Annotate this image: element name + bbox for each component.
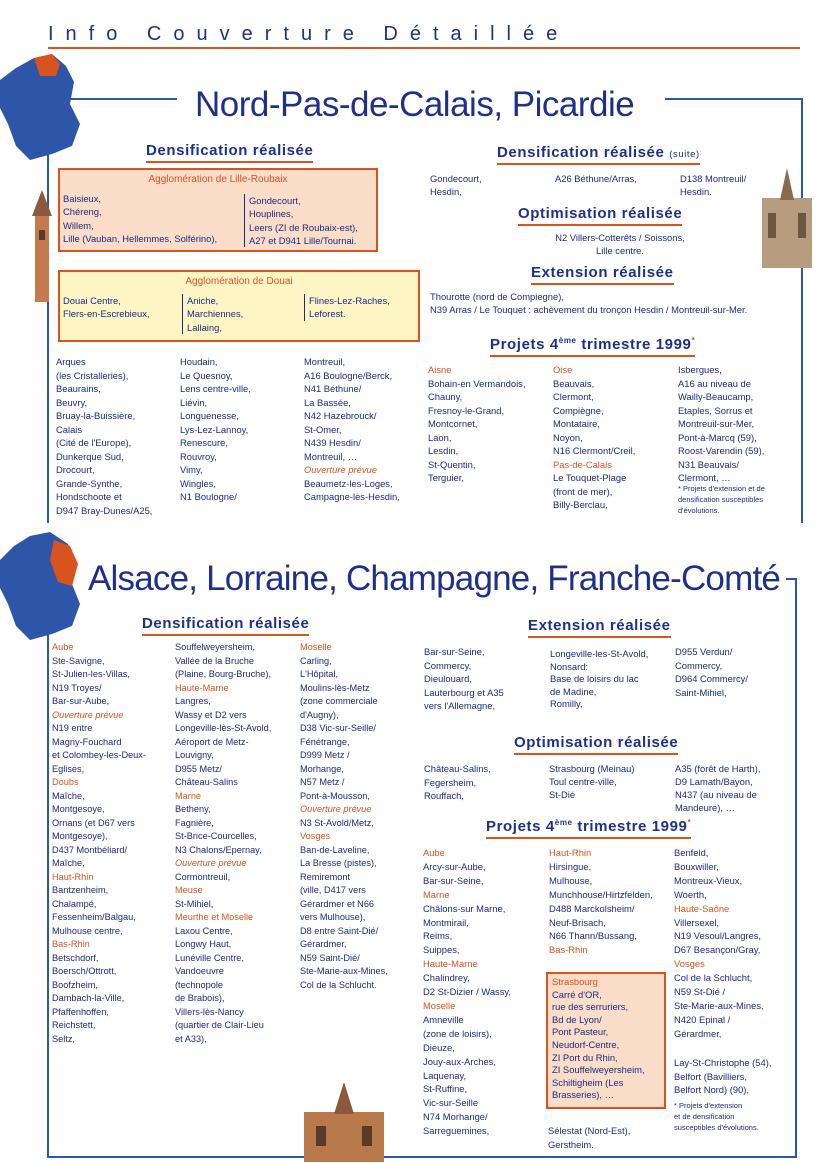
- douai-box-title: Agglomération de Douai: [185, 276, 293, 287]
- proj-oise: Oise Beauvais, Clermont, Compiègne, Montataire, Noyon, N16 Clermont/Creil, Pas-de-Calais Le Touquet-Plage (front de mer), Billy-Berclau,: [553, 364, 636, 510]
- douai-list-2: Aniche, Marchiennes, Lallaing,: [182, 294, 243, 334]
- douai-box: [58, 270, 420, 342]
- belfry-icon: [30, 190, 54, 302]
- proj2-col2: Haut-Rhin Hirsingue, Mulhouse, Munchhouse/Hirtzfelden, D488 Marckolsheim/ Neuf-Brisach, N66 Thann/Bussang, Bas-Rhin: [549, 847, 653, 956]
- dens-list-1: Arques (les Cristalleries), Beaurains, Beuvry, Bruay-la-Buissière, Calais (Cité de l'Europe), Dunkerque Sud, Drocourt, Grande-Synthe, Hondschoote et D947 Bray-Dunes/A25,: [56, 356, 153, 516]
- heading-projets-2: Projets 4ème trimestre 1999*: [486, 816, 691, 839]
- page-header: Info Couverture Détaillée: [48, 23, 570, 45]
- frame-top-left: [47, 98, 177, 100]
- cathedral-icon: [758, 168, 816, 268]
- frame-top-right: [665, 98, 803, 100]
- lille-box-title: Agglomération de Lille-Roubaix: [148, 174, 288, 185]
- dens2-col3: Moselle Carling, L'Hôpital, Moulins-lès-Metz (zone commerciale d'Augny), D38 Vic-sur-Seille/ Fénétrange, D999 Metz / Morhange, N57 Metz / Pont-à-Mousson, Ouverture prévue N3 St-Avold/Metz, Vosges Ban-de-Laveline, La Bresse (pistes), Remiremont (ville, D417 vers Gérardmer et N66 vers Mulhouse), D8 entre Saint-Dié/ Gérardmer, N59 Saint-Dié/ Ste-Marie-aux-Mines, Col de la Schlucht.: [300, 642, 388, 990]
- heading-projets: Projets 4ème trimestre 1999*: [490, 334, 695, 357]
- optim2-col1: Château-Salins, Fegersheim, Rouffach,: [424, 763, 491, 801]
- proj-note: * Projets d'extension et de densification susceptibles d'évolutions.: [678, 484, 765, 515]
- dens2-col2: Souffelweyersheim, Vallée de la Bruche (Plaine, Bourg-Bruche), Haute-Marne Langres, Wassy et D2 vers Longeville-lès-St-Avold, Aéroport de Metz- Louvigny, D955 Metz/ Château-Salins Marne Betheny, Fagnière, St-Brice-Courcelles, N3 Chalons/Epernay, Ouverture prévue Cormontreuil, Meuse St-Mihiel, Meurthe et Moselle Laxou Centre, Longwy Haut, Lunéville Centre, Vandoeuvre (technopole de Brabois), Villers-lès-Nancy (quartier de Clair-Lieu et A33),: [175, 642, 272, 1044]
- proj2-col3: Benfeld, Bouxwiller, Montreux-Vieux, Woerth, Haute-Saône Villersexel, N19 Vesoul/Langres, D67 Besançon/Gray, Vosges Col de la Schlucht, N59 St-Dié / Ste-Marie-aux-Mines, N420 Epinal / Gérardmer,: [674, 847, 764, 1039]
- dens-list-2: Houdain, Le Quesnoy, Lens centre-ville, Liévin, Longuenesse, Lys-Lez-Lannoy, Renescure, Rouvroy, Vimy, Wingles, N1 Boulogne/: [180, 356, 251, 502]
- dens2-col1: Aube Ste-Savigne, St-Julien-les-Villas, N19 Troyes/ Bar-sur-Aube, Ouverture prévue N19 entre Magny-Fouchard et Colombey-les-Deux- Eglises, Doubs Maîche, Montgesoye, Ornans (et D67 vers Montgesoye), D437 Montbéliard/ Maîche, Haut-Rhin Bantzenheim, Chalampé, Fessenheim/Balgau, Mulhouse centre, Bas-Rhin Betschdorf, Boersch/Ottrott, Boofzheim, Dambach-la-Ville, Pfaffenhoffen, Reichstett, Seltz,: [52, 642, 146, 1044]
- ext2-col3: D955 Verdun/ Commercy, D964 Commercy/ Saint-Mihiel,: [675, 646, 748, 698]
- proj2-note: * Projets d'extension et de densification susceptibles d'évolutions.: [674, 1101, 759, 1132]
- heading-extension: Extension réalisée: [531, 262, 674, 285]
- ext-list: Thourotte (nord de Compiegne), N39 Arras / Le Touquet : achèvement du tronçon Hesdin / Montreuil-sur-Mer.: [430, 291, 748, 316]
- heading-densification-suite: Densification réalisée (suite): [497, 142, 700, 165]
- proj2-col1: Aube Arcy-sur-Aube, Bar-sur-Seine, Marne Châlons-sur Marne, Montmirail, Reims, Suippes, Haute-Marne Chalindrey, D2 St-Dizier / Wassy, Moselle Amneville (zone de loisirs), Dieuze, Jouy-aux-Arches, Laquenay, St-Ruffine, Vic-sur-Seille N74 Morhange/ Sarreguemines,: [423, 847, 512, 1137]
- proj2-misc: Lay-St-Christophe (54), Belfort (Bavilliers, Belfort Nord) (90),: [674, 1057, 772, 1095]
- optim2-col2: Strasbourg (Meinau) Toul centre-ville, St-Dié: [549, 763, 635, 800]
- region-title-alsace: Alsace, Lorraine, Champagne, Franche-Comté: [88, 559, 781, 598]
- ext2-col2: Longeville-les-St-Avold, Nonsard: Base de loisirs du lac de Madine, Romilly,: [550, 648, 649, 709]
- region-title-nord: Nord-Pas-de-Calais, Picardie: [195, 85, 635, 124]
- suite-list-1: Gondecourt, Hesdin,: [430, 173, 482, 198]
- optim2-col3: A35 (forêt de Harth), D9 Lamath/Bayon, N437 (au niveau de Mandeure), …: [675, 763, 761, 813]
- heading-densification-2: Densification réalisée: [142, 613, 309, 636]
- douai-list-3: Flines-Lez-Raches, Leforest.: [304, 294, 390, 321]
- proj-list-3: Isbergues, A16 au niveau de Wailly-Beaucamp, Etaples, Sorrus et Montreuil-sur-Mer, Pont-à-Marcq (59), Roost-Varendin (59), N31 Beauvais/ Clermont, …: [678, 364, 765, 483]
- lille-list-1: Baisieux, Chéreng, Willem, Lille (Vauban, Hellemmes, Solférino),: [63, 193, 218, 245]
- suite-list-3: D138 Montreuil/ Hesdin.: [680, 173, 747, 198]
- heading-extension-2: Extension réalisée: [528, 615, 671, 638]
- proj-aisne: Aisne Bohain-en Vermandois, Chauny, Fresnoy-le-Grand, Montcornet, Laon, Lesdin, St-Quentin, Terguier,: [428, 364, 526, 483]
- douai-list-1: Douai Centre, Flers-en-Escrebieux,: [63, 295, 150, 320]
- frame2-top-right: [786, 578, 797, 580]
- heading-optimisation: Optimisation réalisée: [518, 203, 682, 226]
- lille-list-2: Gondecourt, Houplines, Leers (ZI de Roubaix-est), A27 et D941 Lille/Tournai.: [244, 194, 358, 247]
- proj2-br-extra: Sélestat (Nord-Est), Gerstheim.: [548, 1125, 631, 1150]
- heading-optimisation-2: Optimisation réalisée: [514, 732, 678, 755]
- suite-list-2: A26 Béthune/Arras,: [555, 173, 637, 184]
- dens-list-3: Montreuil, A16 Boulogne/Berck, N41 Béthune/ La Bassée, N42 Hazebrouck/ St-Omer, N439 Hesdin/ Montreuil, … Ouverture prévue Beaumetz-les-Loges, Campagne-lès-Hesdin,: [304, 356, 400, 502]
- header-underline: [48, 47, 800, 49]
- cathedral-icon-2: [296, 1082, 392, 1162]
- heading-densification: Densification réalisée: [146, 140, 313, 163]
- lille-box: [58, 168, 378, 252]
- optim-list: N2 Villers-Cotterêts / Soissons, Lille centre.: [555, 232, 685, 257]
- ext2-col1: Bar-sur-Seine, Commercy, Dieulouard, Lauterbourg et A35 vers l'Allemagne,: [424, 646, 504, 711]
- strasbourg-box: Strasbourg Carré d'OR, rue des serruriers, Bd de Lyon/ Pont Pasteur, Neudorf-Centre, ZI Port du Rhin, ZI Souffelweyersheim, Schiltigheim (Les Brasseries), …: [546, 972, 666, 1109]
